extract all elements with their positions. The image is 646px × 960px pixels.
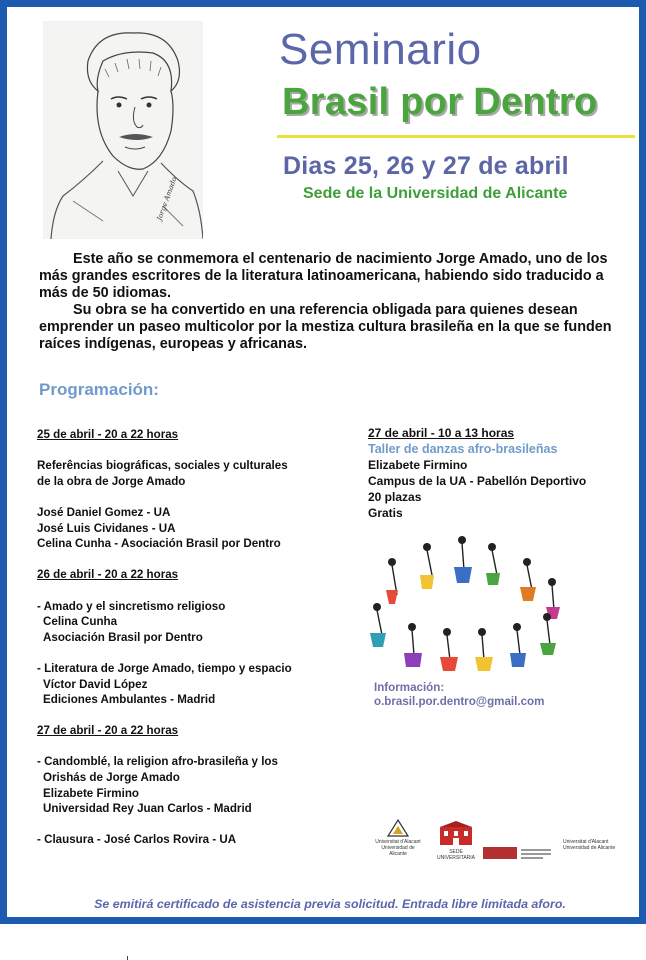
workshop-title: Taller de danzas afro-brasileñas	[368, 442, 558, 456]
session-3-speaker: Elizabete Firmino	[43, 786, 139, 800]
intro-paragraph-2: Su obra se ha convertido en una referencia obligada para quienes desean emprender un paseo multicolor por la mestiza cultura brasileña en la que se funden raíces indígenas, europeas y africanas.	[39, 302, 612, 352]
session-2-talk-a-org: Asociación Brasil por Dentro	[43, 630, 203, 644]
jorge-amado-portrait	[43, 21, 203, 239]
title-brasil-por-dentro: Brasil por Dentro	[282, 81, 598, 123]
ua-emblem-icon	[387, 819, 409, 837]
title-divider	[277, 135, 635, 138]
ua-logo-1	[373, 819, 423, 857]
ua-logo-2-line2: Universidad de Alicante	[563, 845, 616, 851]
sede-building-icon	[438, 821, 474, 847]
session-2-talk-b-speaker: Víctor David López	[43, 677, 148, 691]
ua-logo-1-line2: Universidad de Alicante	[381, 845, 415, 857]
session-3-org: Universidad Rey Juan Carlos - Madrid	[43, 802, 252, 816]
workshop-price: Gratis	[368, 506, 403, 520]
closing-session: - Clausura - José Carlos Rovira - UA	[37, 833, 237, 847]
session-1-date: 25 de abril - 20 a 22 horas	[37, 428, 179, 441]
title-seminario: Seminario	[279, 25, 482, 74]
intro-text	[39, 251, 635, 353]
session-3-talk: - Candomblé, la religion afro-brasileña y los	[37, 755, 278, 769]
svg-text:Jorge Amado: Jorge Amado	[155, 175, 179, 222]
ua-logo-1-line1: Universitat d'Alacant	[375, 839, 421, 845]
session-2-talk-a-speaker: Celina Cunha	[43, 615, 118, 629]
session-1-topic: Referências biográficas, sociales y culturales	[37, 459, 288, 473]
dancers-illustration	[362, 535, 567, 675]
workshop-instructor: Elizabete Firmino	[368, 458, 468, 472]
session-1-topic: de la obra de Jorge Amado	[37, 474, 186, 488]
event-dates: Dias 25, 26 y 27 de abril	[283, 152, 569, 180]
contact-info	[374, 681, 544, 709]
ua-logo-2-line1: Universitat d'Alacant	[563, 839, 609, 845]
workshop-seats: 20 plazas	[368, 490, 422, 504]
contact-label: Información:	[374, 681, 445, 694]
session-2-talk-b-org: Ediciones Ambulantes - Madrid	[43, 693, 216, 707]
page-mark	[127, 956, 128, 960]
workshop-place: Campus de la UA - Pabellón Deportivo	[368, 474, 587, 488]
intro-paragraph-1: Este año se conmemora el centenario de nacimiento Jorge Amado, uno de los más grandes escritores de la literatura latinoamericana, habiendo sido traducido a más de 50 idiomas.	[39, 251, 608, 301]
program-title: Programación:	[39, 380, 159, 399]
session-3-talk: Orishás de Jorge Amado	[43, 771, 180, 785]
session-1-speaker: José Luis Cividanes - UA	[37, 521, 176, 535]
footer-note: Se emitirá certificado de asistencia previa solicitud. Entrada libre limitada aforo.	[94, 897, 566, 911]
centro-logo	[483, 845, 553, 861]
session-3-date: 27 de abril - 20 a 22 horas	[37, 724, 179, 738]
sede-logo-label: SEDE UNIVERSITARIA	[437, 849, 475, 861]
session-2-talk-a: - Amado y el sincretismo religioso	[37, 599, 226, 613]
program-schedule	[37, 427, 337, 848]
event-venue: Sede de la Universidad de Alicante	[303, 185, 568, 202]
session-2-talk-b: - Literatura de Jorge Amado, tiempo y espacio	[37, 661, 292, 675]
sponsor-logos	[373, 819, 633, 869]
sede-logo	[435, 821, 477, 861]
contact-email[interactable]: o.brasil.por.dentro@gmail.com	[374, 695, 545, 708]
workshop-block	[368, 425, 638, 521]
workshop-date: 27 de abril - 10 a 13 horas	[368, 426, 515, 440]
session-1-speaker: José Daniel Gomez - UA	[37, 505, 171, 519]
session-2-date: 26 de abril - 20 a 22 horas	[37, 568, 179, 582]
session-1-speaker: Celina Cunha - Asociación Brasil por Dentro	[37, 537, 281, 551]
ua-logo-2	[563, 839, 633, 851]
